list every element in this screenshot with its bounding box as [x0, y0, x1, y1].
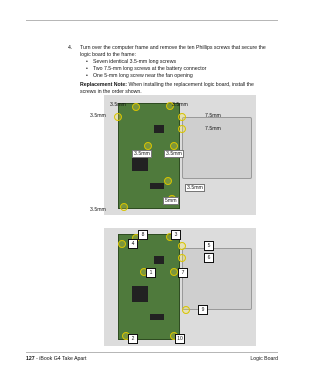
callout-7-5mm: 7.5mm	[205, 113, 221, 119]
logic-board-photo-install-order	[104, 228, 256, 346]
screw-marker	[178, 125, 186, 133]
note-text: When installing the replacement logic board, install the screws in the order shown.	[80, 82, 254, 95]
footer-page-info	[26, 356, 86, 362]
board-chip	[154, 256, 164, 264]
callout-5mm: 5mm	[165, 198, 177, 204]
board-chip	[154, 125, 164, 133]
screw-marker	[170, 268, 178, 276]
screw-list	[86, 59, 206, 80]
processor-chip	[132, 286, 148, 302]
screw-marker	[178, 242, 186, 250]
callout-3-5mm: 3.5mm	[90, 113, 106, 119]
order-number: 3	[171, 230, 181, 240]
document-title: - iBook G4 Take Apart	[36, 356, 87, 362]
order-number: 4	[128, 239, 138, 249]
order-number: 10	[175, 334, 185, 344]
step-number: 4.	[68, 45, 73, 51]
callout-7-5mm: 7.5mm	[205, 126, 221, 132]
section-title: Logic Board	[250, 356, 278, 362]
order-number: 8	[138, 230, 148, 240]
callout-3-5mm: 3.5mm	[90, 207, 106, 213]
replacement-note	[80, 82, 270, 96]
header-rule	[26, 20, 278, 21]
screw-list-item: • One 5-mm long screw near the fan opening	[86, 73, 206, 80]
screw-marker	[164, 177, 172, 185]
screw-marker	[118, 240, 126, 248]
order-number: 1	[146, 268, 156, 278]
order-number: 6	[204, 253, 214, 263]
screw-marker	[182, 306, 190, 314]
screw-marker	[178, 254, 186, 262]
callout-3-5mm: 3.5mm	[166, 151, 182, 157]
page-number: 127	[26, 356, 35, 362]
screw-list-item: • Two 7.5-mm long screws at the battery connector	[86, 66, 206, 73]
board-chip	[150, 183, 164, 189]
screw-list-item: • Seven identical 3.5-mm long screws	[86, 59, 206, 66]
callout-3-5mm: 3.5mm	[134, 151, 150, 157]
note-label: Replacement Note:	[80, 82, 127, 88]
callout-3-5mm: 3.5mm	[110, 102, 126, 108]
step-intro: Turn over the computer frame and remove the ten Phillips screws that secure the logic board to the frame:	[80, 45, 266, 58]
drive-plate	[182, 248, 252, 310]
screw-marker	[144, 142, 152, 150]
order-number: 2	[128, 334, 138, 344]
screw-marker	[114, 113, 122, 121]
callout-3-5mm: 3.5mm	[172, 102, 188, 108]
order-number: 5	[204, 241, 214, 251]
board-chip	[150, 314, 164, 320]
callout-3-5mm: 3.5mm	[187, 185, 203, 191]
screw-marker	[170, 142, 178, 150]
logic-board	[118, 234, 180, 340]
screw-marker	[132, 103, 140, 111]
screw-marker	[120, 203, 128, 211]
footer-rule	[26, 352, 278, 353]
order-number: 9	[198, 305, 208, 315]
screw-marker	[178, 113, 186, 121]
order-number: 7	[178, 268, 188, 278]
